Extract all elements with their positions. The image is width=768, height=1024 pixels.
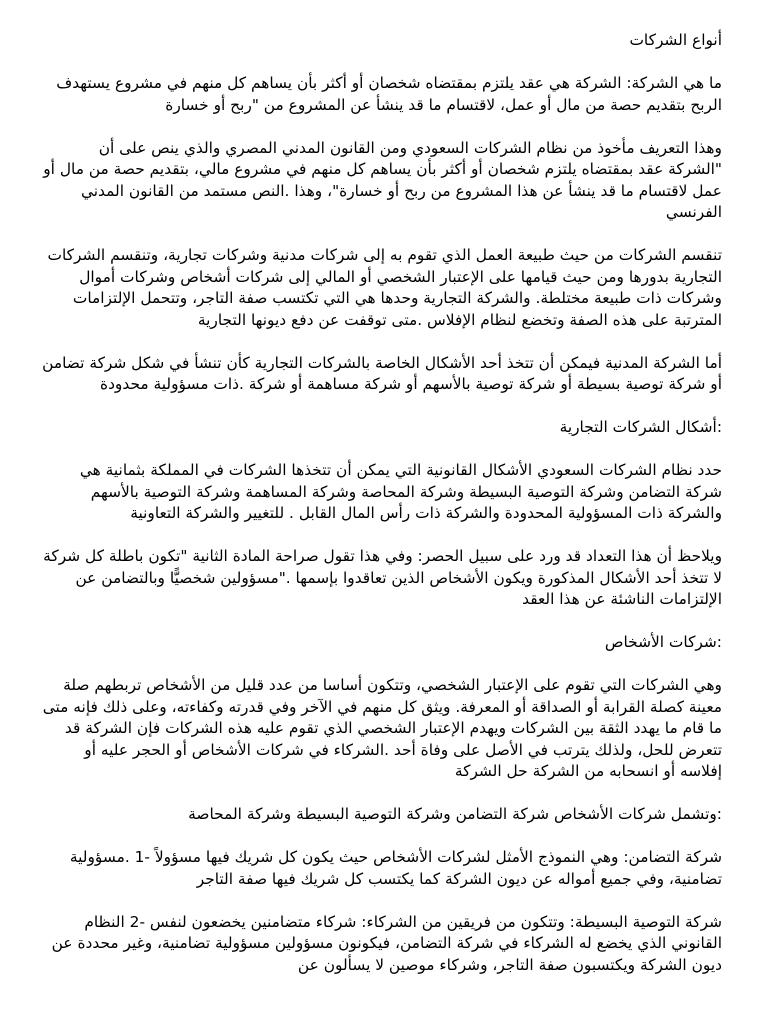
paragraph-definition-source: وهذا التعريف مأخوذ من نظام الشركات السعودي ومن القانون المدني المصري والذي ينص على أن "الشركة عقد بمقتضاه يلتزم شخصان أو أكثر بأن يساهم كل منهم في مشروع مالي، بتقديم حصة من مال أو عمل لاقتسام ما قد ينشأ عن هذا المشروع من ربح أو خسارة"، وهذا .النص مستمد من القانون المدني الفرنسي [43,138,722,221]
paragraph-partnership-types: :وتشمل شركات الأشخاص شركة التضامن وشركة التوصية البسيطة وشركة المحاصة [188,805,722,823]
paragraph-legal-forms: حدد نظام الشركات السعودي الأشكال القانونية التي يمكن أن تتخذها الشركات في المملكة بثمانية هي شركة التضامن وشركة التوصية البسيطة وشركة المحاصة وشركة المساهمة وشركة التوصية بالأسهم والشركة ذات المسؤولية المحدودة والشركة ذات رأس المال القابل . للتغيير والشركة التعاونية [79,461,722,522]
paragraph-company-division: تنقسم الشركات من حيث طبيعة العمل الذي تقوم به إلى شركات مدنية وشركات تجارية، وتنقسم الشركات التجارية بدورها ومن حيث قيامها على الإعتبار الشخصي أو المالي إلى شركات أشخاص وشركات أموال وشركات ذات طبيعة مختلطة. والشركة التجارية وحدها هي التي تكتسب صفة التاجر، وتتحمل الإلتزامات المترتبة على هذه الصفة وتخضع لنظام الإفلاس .متى توقفت عن دفع ديونها التجارية [47,246,722,329]
section-heading-commercial-forms: :أشكال الشركات التجارية [559,418,722,436]
paragraph-company-definition: ما هي الشركة: الشركة هي عقد يلتزم بمقتضاه شخصان أو أكثر بأن يساهم كل منهم في مشروع يستهدف الربح بتقديم حصة من مال أو عمل، لاقتسام ما قد ينشأ عن المشروع من "ربح أو خسارة [56,74,722,114]
list-item-limited-partnership: شركة التوصية البسيطة: وتتكون من فريقين من الشركاء: شركاء متضامنين يخضعون لنفس -2 النظام القانوني الذي يخضع له الشركاء في شركة التضامن، فيكونون مسؤولين مسؤولية تضامنية، وغير محددة عن ديون الشركة ويكتسبون صفة التاجر، وشركاء موصين لا يسألون عن [51,912,722,974]
list-item-general-partnership: شركة التضامن: وهي النموذج الأمثل لشركات الأشخاص حيث يكون كل شريك فيها مسؤولاً -1 .مسؤولية تضامنية، وفي جميع أمواله عن ديون الشركة كما يكتسب كل شريك فيها صفة التاجر [69,848,722,888]
paragraph-civil-company: أما الشركة المدنية فيمكن أن تتخذ أحد الأشكال الخاصة بالشركات التجارية كأن تنشأ في شكل شركة تضامن أو شركة توصية بسيطة أو شركة توصية بالأسهم أو شركة مساهمة أو شركة .ذات مسؤولية محدودة [42,353,722,393]
document-title: أنواع الشركات [629,31,722,49]
section-heading-partnerships: :شركات الأشخاص [604,633,722,651]
paragraph-partnerships: وهي الشركات التي تقوم على الإعتبار الشخصي، وتتكون أساسا من عدد قليل من الأشخاص تربطهم صلة معينة كصلة القرابة أو الصداقة أو المعرفة. ويثق كل منهم في الآخر وفي قدرته وكفاءته، وعلى ذلك فإنه متى ما قام ما يهدد الثقة بين الشركات ويهدم الإعتبار الشخصي الذي تقوم عليه هذه الشركات فإن الشركة قد تتعرض للحل، ولذلك يترتب في الأصل على وفاة أحد .الشركاء في شركات الأشخاص أو الحجر عليه أو إفلاسه أو انسحابه من الشركة حل الشركة [42,676,722,780]
paragraph-exhaustive-list: ويلاحظ أن هذا التعداد قد ورد على سبيل الحصر: وفي هذا تقول صراحة المادة الثانية "تكون باطلة كل شركة لا تتخذ أحد الأشكال المذكورة ويكون الأشخاص الذين تعاقدوا بإسمها ."مسؤولين شخصيًّا وبالتضامن عن الإلتزامات الناشئة عن هذا العقد [43,547,722,608]
document-page [40,30,722,998]
